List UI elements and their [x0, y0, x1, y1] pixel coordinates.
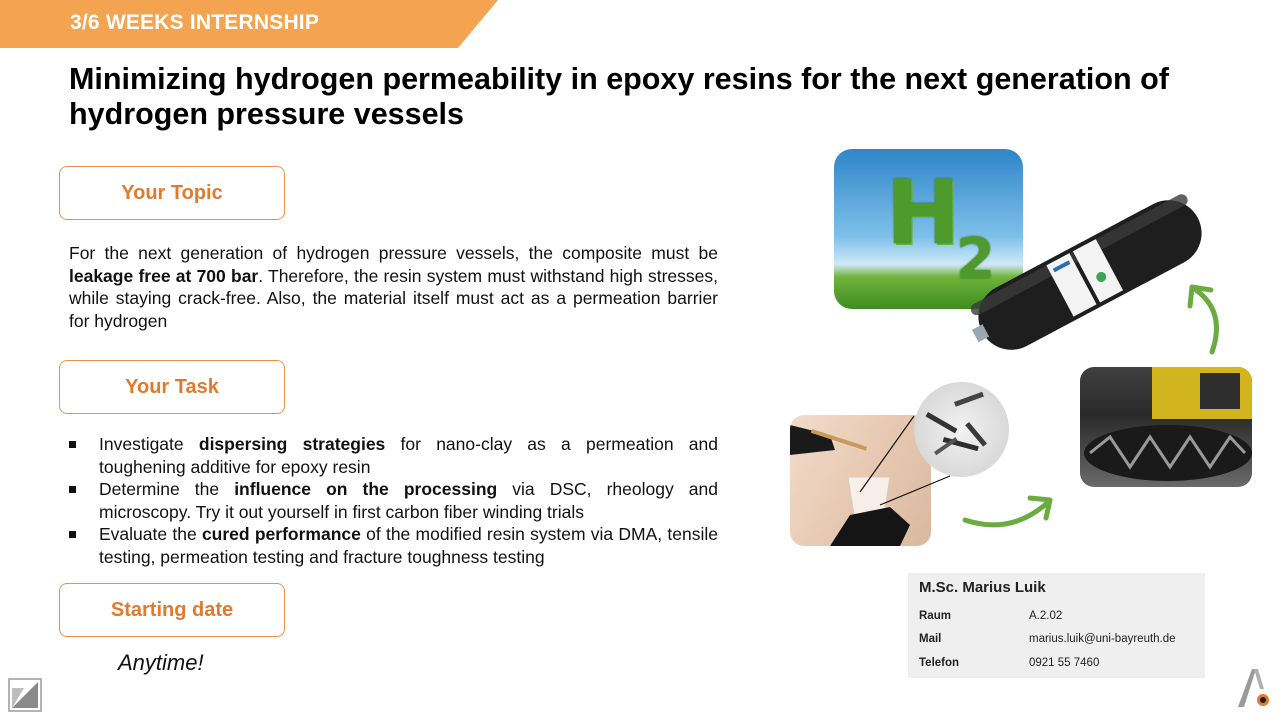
section-your-topic — [59, 166, 285, 220]
task-item — [69, 478, 718, 523]
contact-value[interactable]: marius.luik@uni-bayreuth.de — [1029, 633, 1176, 645]
contact-row-room — [919, 610, 1199, 626]
page-title: Minimizing hydrogen permeability in epoxy resins for the next generation of hydrogen pressure vessels — [69, 62, 1169, 131]
task-text-bold: influence on the processing — [234, 479, 498, 499]
task-text-bold: dispersing strategies — [198, 434, 386, 454]
contact-row-phone — [919, 657, 1199, 673]
pressure-vessel-image — [960, 190, 1220, 360]
contact-label: Raum — [919, 610, 951, 622]
contact-name: M.Sc. Marius Luik — [919, 579, 1046, 596]
task-text: Evaluate the — [99, 524, 202, 544]
task-text: via DSC, rheology and microscopy. Try it out yourself in first carbon fiber winding trials — [99, 479, 718, 522]
contact-value: A.2.02 — [1029, 610, 1063, 622]
contact-label: Telefon — [919, 657, 960, 669]
section-starting-date-label: Starting date — [110, 598, 234, 621]
topic-paragraph — [69, 242, 718, 332]
banner-label: 3/6 WEEKS INTERNSHIP — [70, 11, 320, 34]
task-text: for nano-clay as a permeation and toughening additive for epoxy resin — [99, 434, 718, 477]
nano-clay-microscopy-image — [914, 382, 1009, 477]
topic-text-2: . Therefore, the resin system must withstand high stresses, while staying crack-free. Also, the material itself must act as a permeation barrier for hydrogen — [69, 265, 718, 331]
task-item — [69, 523, 718, 568]
contact-value: 0921 55 7460 — [1029, 657, 1100, 669]
contact-row-mail — [919, 633, 1199, 649]
arrow-right-icon — [965, 504, 1046, 525]
clay-drawing — [914, 382, 1009, 477]
h2-subscript: 2 — [956, 227, 995, 292]
resin-mixing-image — [790, 415, 931, 546]
contact-label: Mail — [919, 633, 942, 645]
section-your-task-label: Your Task — [125, 375, 219, 398]
topic-text-1: For the next generation of hydrogen pressure vessels, the composite must be — [69, 243, 718, 263]
task-text-bold: cured performance — [201, 524, 361, 544]
carbon-fiber-winding-image — [1080, 367, 1252, 487]
h2-letter: H — [886, 161, 960, 264]
university-logo-icon — [8, 678, 42, 712]
task-item — [69, 433, 718, 478]
bullet-icon — [69, 486, 76, 493]
section-starting-date — [59, 583, 285, 637]
task-text: of the modified resin system via DMA, tensile testing, permeation testing and fracture toughness testing — [99, 524, 718, 567]
winding-drawing — [1080, 367, 1252, 487]
task-list — [69, 433, 718, 568]
topic-text-bold: leakage free at 700 bar — [69, 265, 259, 286]
resin-drawing — [790, 415, 931, 546]
contact-card — [908, 573, 1205, 678]
task-text: Investigate — [99, 434, 199, 454]
section-your-task — [59, 360, 285, 414]
starting-date-value: Anytime! — [118, 650, 204, 675]
task-text: Determine the — [99, 479, 235, 499]
section-your-topic-label: Your Topic — [121, 181, 223, 204]
chair-logo-icon — [1234, 665, 1274, 710]
bullet-icon — [69, 531, 76, 538]
bullet-icon — [69, 441, 76, 448]
